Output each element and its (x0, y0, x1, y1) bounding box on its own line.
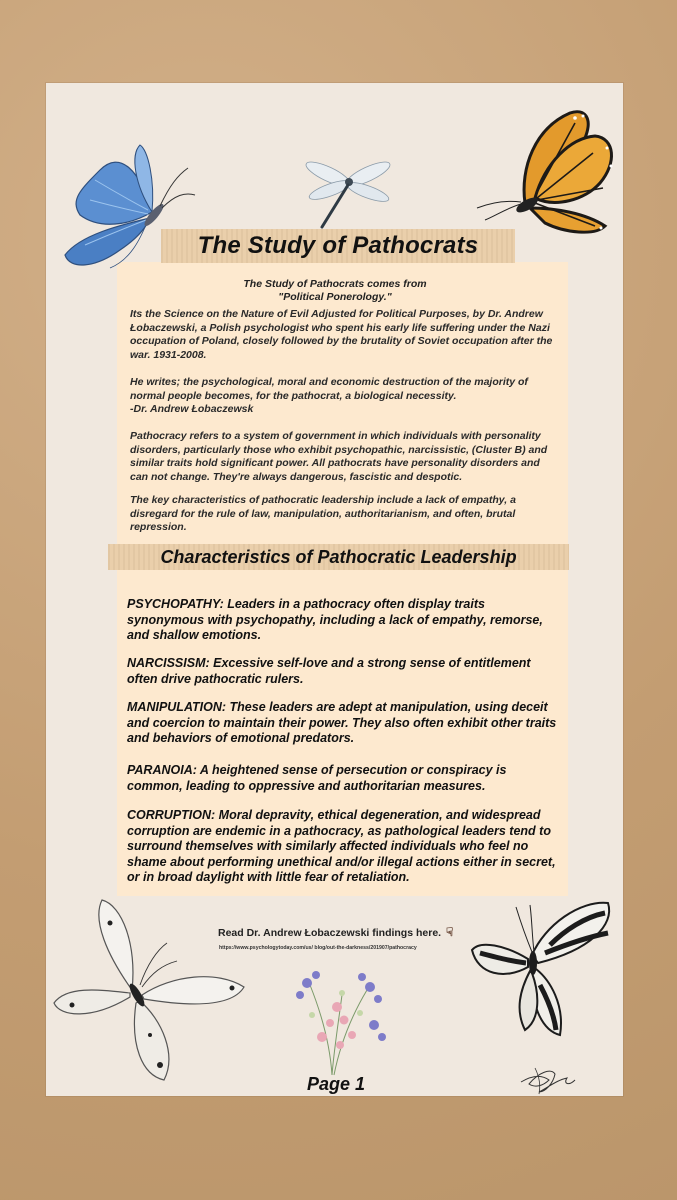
monarch-butterfly-icon (475, 108, 620, 238)
pointing-down-hand-icon: ☟ (446, 925, 454, 939)
intro-paragraph-3: Pathocracy refers to a system of government in which individuals with personality disorders, particularly those who exhibit psychopathic, narcissistic, (Cluster B) and similar traits hold significant power. All pathocrats have personality disorders and can not change. They're always dangerous, fascistic and despotic. (130, 430, 548, 483)
characteristic-manipulation: MANIPULATION: These leaders are adept at manipulation, using deceit and coercion to maintain their power. They also often exhibit other traits and behaviors of emotional predators. (127, 700, 557, 746)
read-findings-text: Read Dr. Andrew Łobaczewski findings here. (218, 927, 442, 939)
intro-heading-line1: The Study of Pathocrats comes from (243, 278, 427, 290)
section-title: Characteristics of Pathocratic Leadership (160, 546, 517, 567)
intro-heading (130, 278, 540, 304)
characteristic-narcissism: NARCISSISM: Excessive self-love and a strong sense of entitlement often drive pathocratic rulers. (127, 656, 531, 686)
white-butterfly-icon (52, 895, 247, 1085)
intro-paragraph-4: The key characteristics of pathocratic leadership include a lack of empathy, a disregard for the rule of law, manipulation, authoritarianism, and often, brutal repression. (130, 494, 516, 533)
source-url-link[interactable]: https://www.psychologytoday.com/us/ blog/out-the-darkness/201907/pathocracy (219, 945, 417, 951)
wildflowers-icon (282, 965, 392, 1077)
characteristic-psychopathy: PSYCHOPATHY: Leaders in a pathocracy often display traits synonymous with psychopathy, including a lack of empathy, remorse, and shallow emotions. (127, 597, 543, 643)
page-title: The Study of Pathocrats (197, 232, 479, 259)
intro-paragraph-2: He writes; the psychological, moral and economic destruction of the majority of normal people becomes, for the pathocrat, a biological necessity. (130, 376, 528, 402)
characteristic-paranoia: PARANOIA: A heightened sense of persecution or conspiracy is common, leading to oppressive and authoritarian measures. (127, 763, 507, 793)
page-number: Page 1 (307, 1074, 366, 1094)
characteristic-corruption: CORRUPTION: Moral depravity, ethical degeneration, and widespread corruption are endemic in a pathocracy, as pathological leaders tend to surround themselves with similarly affected individuals who feel no shame about performing unethical and/or illegal actions either in secret, or in broad daylight with little fear of retaliation. (127, 808, 556, 885)
intro-heading-line2: "Political Ponerology." (278, 291, 392, 303)
black-white-butterfly-icon (470, 895, 615, 1040)
title-banner (161, 229, 515, 263)
signature-icon (517, 1062, 579, 1096)
read-findings-link[interactable] (218, 925, 478, 939)
dragonfly-icon (300, 152, 395, 232)
intro-paragraph-1: Its the Science on the Nature of Evil Adjusted for Political Purposes, by Dr. Andrew Łobaczewski, a Polish psychologist who spent his early life suffering under the Nazi occupation of Poland, closely followed by the brutality of Soviet occupation after the war. 1931-2008. (130, 308, 553, 361)
intro-attribution: -Dr. Andrew Łobaczewsk (130, 403, 254, 415)
section-banner (108, 544, 569, 570)
